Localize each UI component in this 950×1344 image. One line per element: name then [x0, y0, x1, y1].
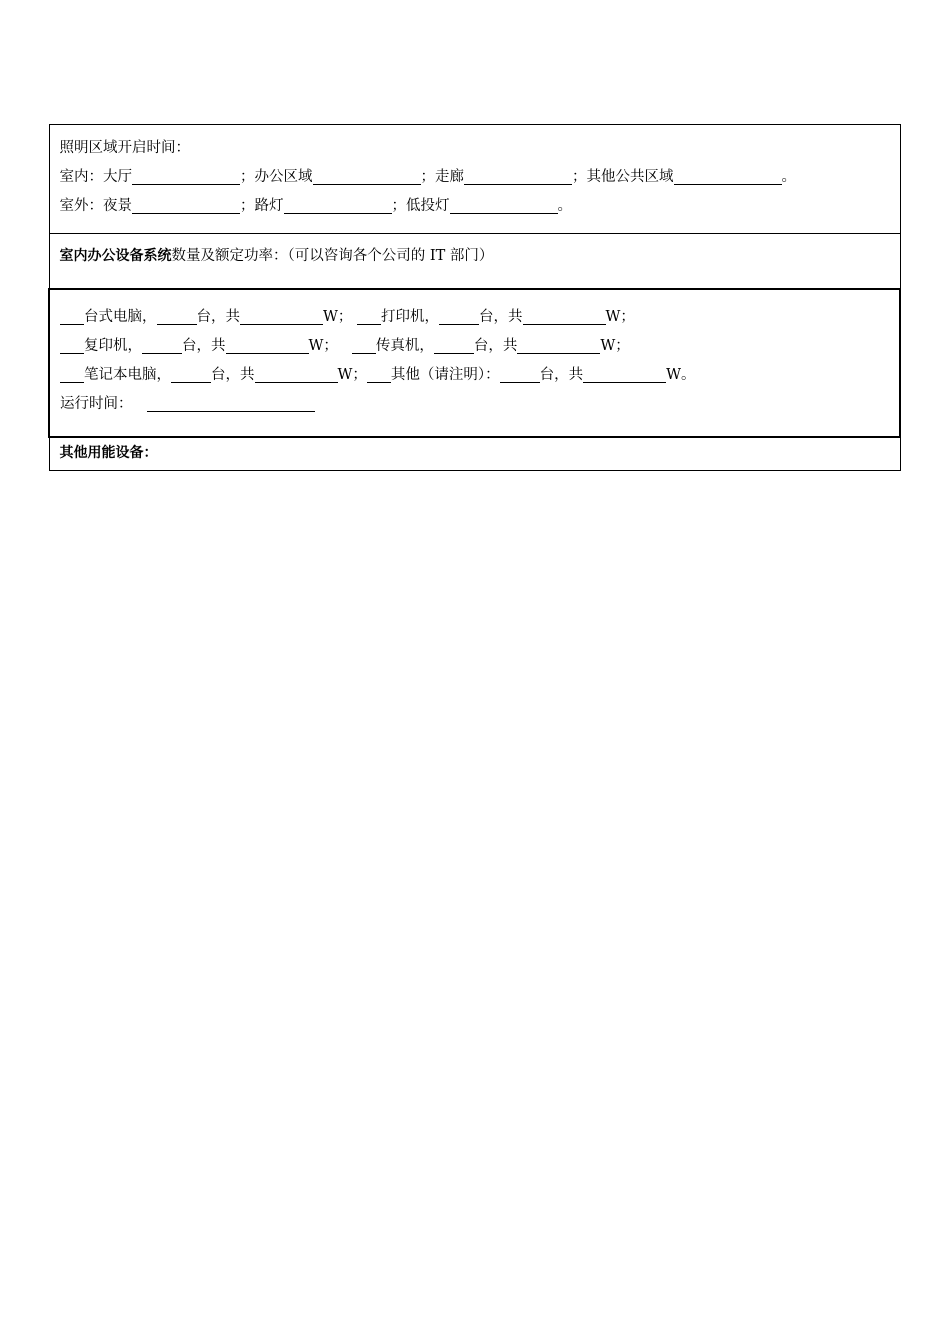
unit-label: 台，共	[196, 309, 240, 325]
copier-label: 复印机，	[84, 338, 142, 354]
office-area-time-field[interactable]	[313, 168, 421, 185]
other-power-field[interactable]	[583, 366, 666, 383]
other-public-label: ；其他公共区域	[572, 169, 674, 185]
watt-label: W；	[308, 338, 338, 354]
desktop-label: 台式电脑，	[84, 309, 157, 325]
copier-count-field[interactable]	[60, 337, 84, 354]
printer-power-field[interactable]	[523, 308, 606, 325]
other-equipment-heading: 其他用能设备：	[59, 445, 158, 461]
hall-label: 大厅	[103, 169, 132, 185]
fax-power-field[interactable]	[517, 337, 600, 354]
copier-power-field[interactable]	[226, 337, 309, 354]
office-area-label: ；办公区域	[240, 169, 313, 185]
period: 。	[557, 198, 572, 214]
indoor-lighting-line	[60, 163, 890, 192]
equipment-line-3	[60, 361, 889, 390]
runtime-label: 运行时间：	[60, 396, 133, 412]
runtime-field[interactable]	[147, 395, 315, 412]
laptop-power-field[interactable]	[255, 366, 338, 383]
printer-units-field[interactable]	[439, 308, 479, 325]
desktop-count-field[interactable]	[60, 308, 84, 325]
lighting-heading: 照明区域开启时间：	[59, 140, 190, 156]
watt-label: W。	[666, 367, 696, 383]
office-equipment-section	[49, 289, 900, 437]
unit-label: 台，共	[182, 338, 226, 354]
printer-count-field[interactable]	[357, 308, 381, 325]
energy-survey-form	[48, 124, 901, 471]
equipment-line-1	[60, 303, 889, 332]
lighting-section	[49, 125, 900, 234]
office-equipment-heading-note: 数量及额定功率：（可以咨询各个公司的 IT 部门）	[171, 248, 494, 264]
unit-label: 台，共	[479, 309, 523, 325]
other-label: 其他（请注明）：	[390, 367, 500, 383]
copier-units-field[interactable]	[142, 337, 182, 354]
fax-label: 传真机，	[375, 338, 434, 354]
unit-label: 台，共	[211, 367, 255, 383]
other-count-field[interactable]	[367, 366, 391, 383]
unit-label: 台，共	[473, 338, 518, 354]
fax-units-field[interactable]	[434, 337, 474, 354]
desktop-units-field[interactable]	[157, 308, 197, 325]
watt-label: W；	[600, 338, 630, 354]
laptop-label: 笔记本电脑，	[84, 367, 171, 383]
equipment-line-2	[60, 332, 889, 361]
corridor-label: ；走廊	[420, 169, 464, 185]
watt-label: W；	[605, 309, 635, 325]
other-public-time-field[interactable]	[674, 168, 782, 185]
fax-count-field[interactable]	[352, 337, 376, 354]
outdoor-lighting-line	[60, 192, 890, 221]
watt-label: W；	[323, 309, 353, 325]
outdoor-label: 室外：	[59, 198, 103, 214]
low-light-label: ；低投灯	[391, 198, 450, 214]
street-light-time-field[interactable]	[284, 197, 392, 214]
night-view-label: 夜景	[103, 198, 132, 214]
runtime-line	[60, 390, 889, 419]
low-light-time-field[interactable]	[450, 197, 558, 214]
period: 。	[781, 169, 796, 185]
hall-time-field[interactable]	[132, 168, 240, 185]
other-units-field[interactable]	[500, 366, 540, 383]
watt-label: W；	[337, 367, 367, 383]
office-equipment-heading: 室内办公设备系统	[59, 248, 172, 264]
desktop-power-field[interactable]	[240, 308, 323, 325]
printer-label: 打印机，	[381, 309, 440, 325]
night-view-time-field[interactable]	[132, 197, 240, 214]
corridor-time-field[interactable]	[464, 168, 572, 185]
unit-label: 台，共	[539, 367, 584, 383]
office-equipment-header	[49, 234, 900, 290]
street-light-label: ；路灯	[240, 198, 284, 214]
indoor-label: 室内：	[59, 169, 103, 185]
other-equipment-section	[49, 437, 900, 471]
laptop-units-field[interactable]	[171, 366, 211, 383]
laptop-count-field[interactable]	[60, 366, 84, 383]
